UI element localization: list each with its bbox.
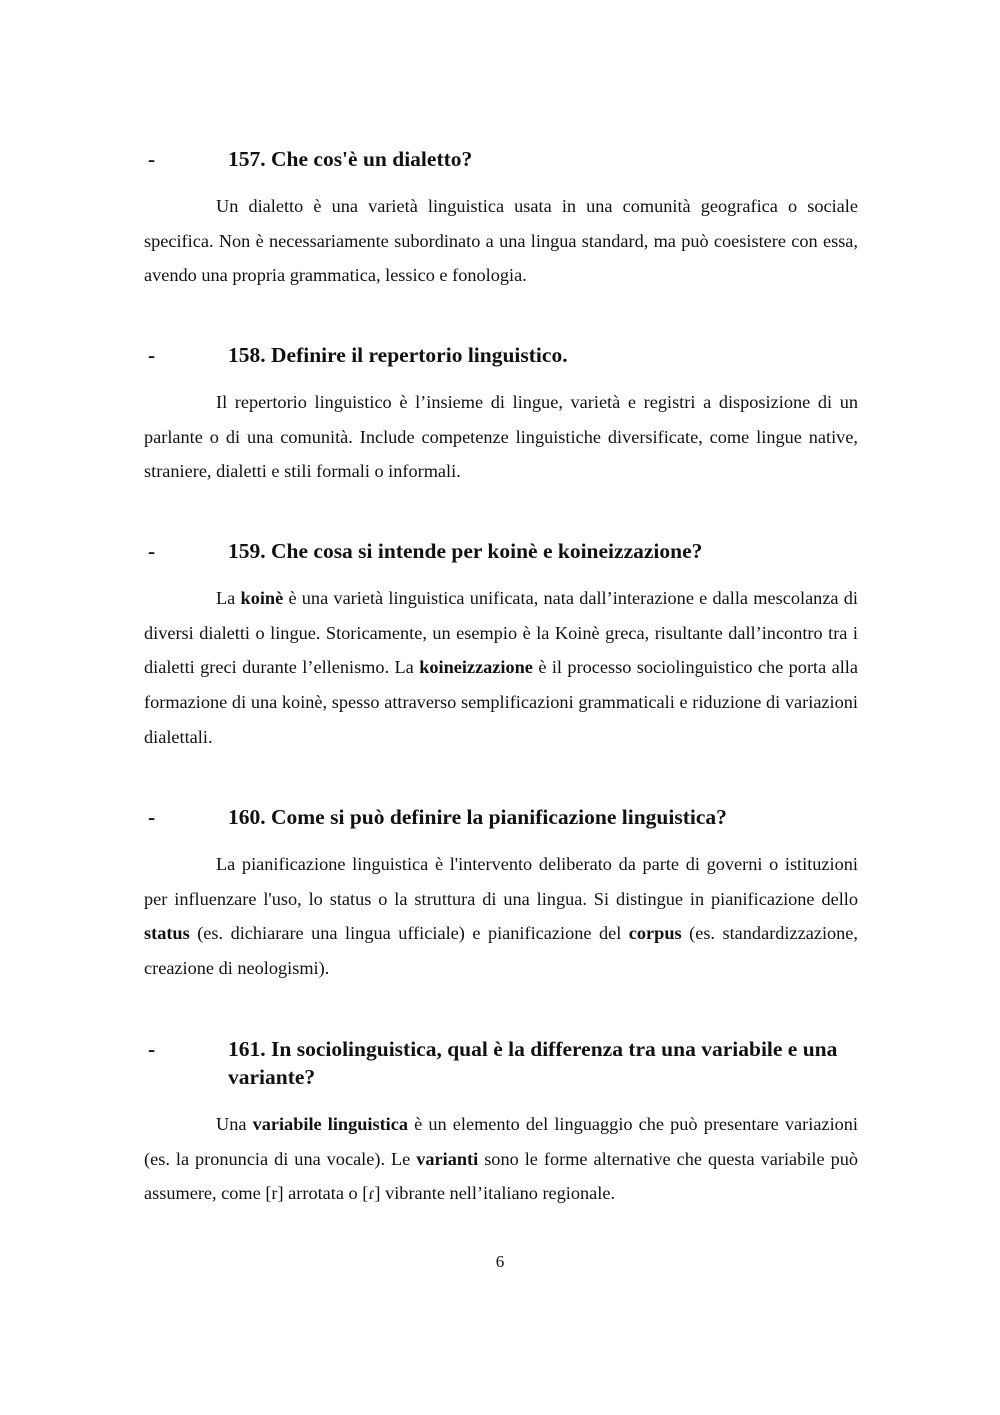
- answer-paragraph: [144, 385, 858, 489]
- question-160: [144, 803, 858, 986]
- question-heading: [144, 341, 858, 369]
- term-variabile-linguistica: variabile linguistica: [252, 1114, 409, 1134]
- question-159: [144, 537, 858, 755]
- answer-text: è un elemento del linguaggio che può presentare variazioni (es. la pronuncia di una vocale). Le: [144, 1114, 859, 1169]
- list-dash: -: [148, 147, 156, 171]
- answer-text: Il repertorio linguistico è l’insieme di lingue, varietà e registri a disposizione di un parlante o di una comunità. Include competenze linguistiche diversificate, come lingue native, straniere, dialetti e stili formali o informali.: [144, 392, 858, 482]
- answer-text: Un dialetto è una varietà linguistica usata in una comunità geografica o sociale specifica. Non è necessariamente subordinato a una lingua standard, ma può coesistere con essa, avendo una propria grammatica, lessico e fonologia.: [144, 196, 858, 286]
- answer-text: Una: [216, 1114, 253, 1134]
- answer-paragraph: [144, 581, 858, 755]
- answer-text: è il processo sociolinguistico che porta alla formazione di una koinè, spesso attraverso semplificazioni grammaticali e riduzione di variazioni dialettali.: [144, 657, 858, 747]
- list-dash: -: [148, 539, 156, 563]
- page-number: 6: [495, 1252, 505, 1271]
- question-heading: [144, 145, 858, 173]
- answer-text: sono le forme alternative che questa variabile può assumere, come [r] arrotata o [ɾ] vibrante nell’italiano regionale.: [144, 1148, 858, 1204]
- answer-paragraph: [144, 1107, 858, 1211]
- answer-text: è una varietà linguistica unificata, nata dall’interazione e dalla mescolanza di diversi dialetti o lingue. Storicamente, un esempio è la Koinè greca, risultante dall’incontro tra i dialetti greci durante l’ellenismo. La: [144, 588, 859, 678]
- term-status: status: [144, 923, 190, 944]
- question-title: 159. Che cosa si intende per koinè e koineizzazione?: [228, 539, 703, 563]
- question-title: 160. Come si può definire la pianificazione linguistica?: [228, 805, 727, 829]
- question-heading: [144, 803, 858, 831]
- answer-text: (es. dichiarare una lingua ufficiale) e pianificazione del: [189, 923, 629, 944]
- list-dash: -: [148, 1037, 156, 1061]
- answer-text: La: [216, 588, 241, 608]
- question-title: 158. Definire il repertorio linguistico.: [228, 343, 568, 367]
- question-title: 157. Che cos'è un dialetto?: [228, 147, 473, 171]
- answer-text: La pianificazione linguistica è l'intervento deliberato da parte di governi o istituzioni per influenzare l'uso, lo status o la struttura di una lingua. Si distingue in pianificazione dello: [144, 854, 858, 909]
- answer-paragraph: [144, 189, 858, 293]
- term-koineizzazione: koineizzazione: [419, 657, 533, 678]
- question-title: 161. In sociolinguistica, qual è la differenza tra una variabile e una variante?: [228, 1037, 838, 1089]
- answer-text: (es. standardizzazione, creazione di neologismi).: [144, 923, 858, 979]
- list-dash: -: [148, 343, 156, 367]
- answer-paragraph: [144, 847, 858, 986]
- question-heading: [144, 1035, 858, 1091]
- term-corpus: corpus: [628, 923, 682, 944]
- list-dash: -: [148, 805, 156, 829]
- term-koine: koinè: [240, 588, 284, 608]
- question-158: [144, 341, 858, 489]
- question-heading: [144, 537, 858, 565]
- question-161: [144, 1035, 858, 1211]
- question-157: [144, 145, 858, 293]
- term-varianti: varianti: [416, 1148, 479, 1169]
